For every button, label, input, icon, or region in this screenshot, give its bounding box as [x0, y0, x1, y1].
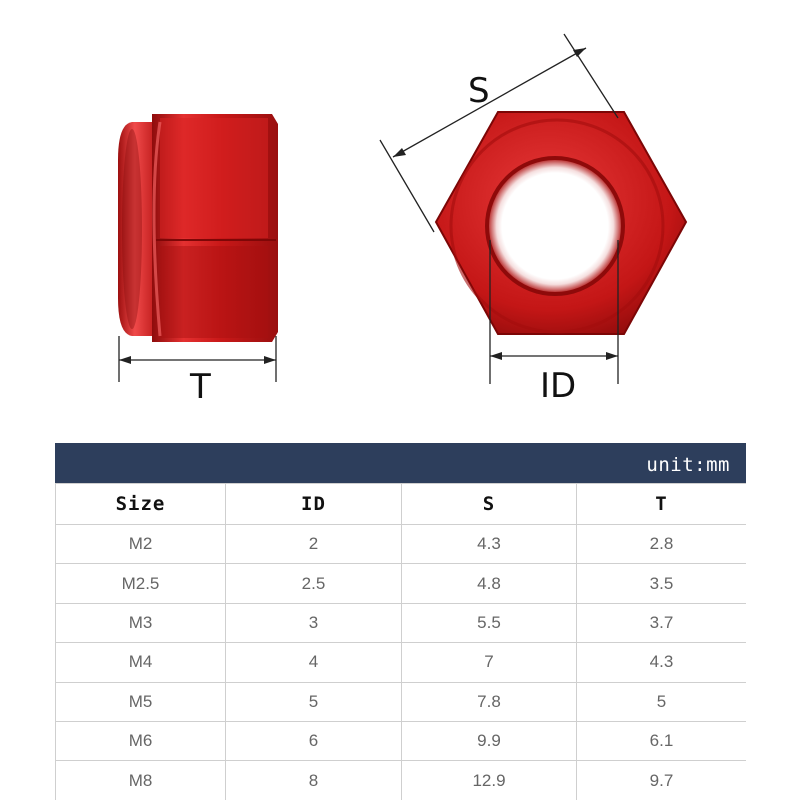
id-cell: 6 — [226, 721, 402, 760]
s-cell: 7 — [402, 643, 577, 682]
t-cell: 3.7 — [577, 603, 747, 642]
nut-side-view — [118, 114, 278, 342]
size-cell: M2.5 — [56, 564, 226, 603]
size-table — [55, 483, 746, 800]
table-row — [56, 682, 747, 721]
size-cell: M2 — [56, 525, 226, 564]
s-cell: 5.5 — [402, 603, 577, 642]
t-cell: 2.8 — [577, 525, 747, 564]
s-cell: 7.8 — [402, 682, 577, 721]
id-cell: 8 — [226, 761, 402, 800]
s-cell: 4.8 — [402, 564, 577, 603]
column-header-t: T — [577, 484, 747, 525]
s-label: S — [468, 71, 490, 111]
size-cell: M3 — [56, 603, 226, 642]
table-row — [56, 525, 747, 564]
t-cell: 3.5 — [577, 564, 747, 603]
id-cell: 3 — [226, 603, 402, 642]
size-table-panel — [55, 443, 746, 800]
t-cell: 5 — [577, 682, 747, 721]
t-cell: 9.7 — [577, 761, 747, 800]
s-cell: 12.9 — [402, 761, 577, 800]
table-row — [56, 564, 747, 603]
unit-label: unit:mm — [55, 443, 746, 483]
table-header-row — [56, 484, 747, 525]
column-header-s: S — [402, 484, 577, 525]
size-cell: M5 — [56, 682, 226, 721]
table-row — [56, 643, 747, 682]
table-row — [56, 721, 747, 760]
t-dimension — [119, 336, 276, 407]
s-cell: 4.3 — [402, 525, 577, 564]
table-row — [56, 761, 747, 800]
column-header-id: ID — [226, 484, 402, 525]
size-cell: M4 — [56, 643, 226, 682]
nut-front-view — [436, 112, 686, 334]
s-cell: 9.9 — [402, 721, 577, 760]
size-cell: M8 — [56, 761, 226, 800]
id-cell: 4 — [226, 643, 402, 682]
column-header-size: Size — [56, 484, 226, 525]
id-cell: 2.5 — [226, 564, 402, 603]
id-cell: 2 — [226, 525, 402, 564]
t-label: T — [190, 367, 211, 407]
t-cell: 6.1 — [577, 721, 747, 760]
id-cell: 5 — [226, 682, 402, 721]
size-cell: M6 — [56, 721, 226, 760]
id-label: ID — [540, 366, 577, 406]
table-row — [56, 603, 747, 642]
t-cell: 4.3 — [577, 643, 747, 682]
